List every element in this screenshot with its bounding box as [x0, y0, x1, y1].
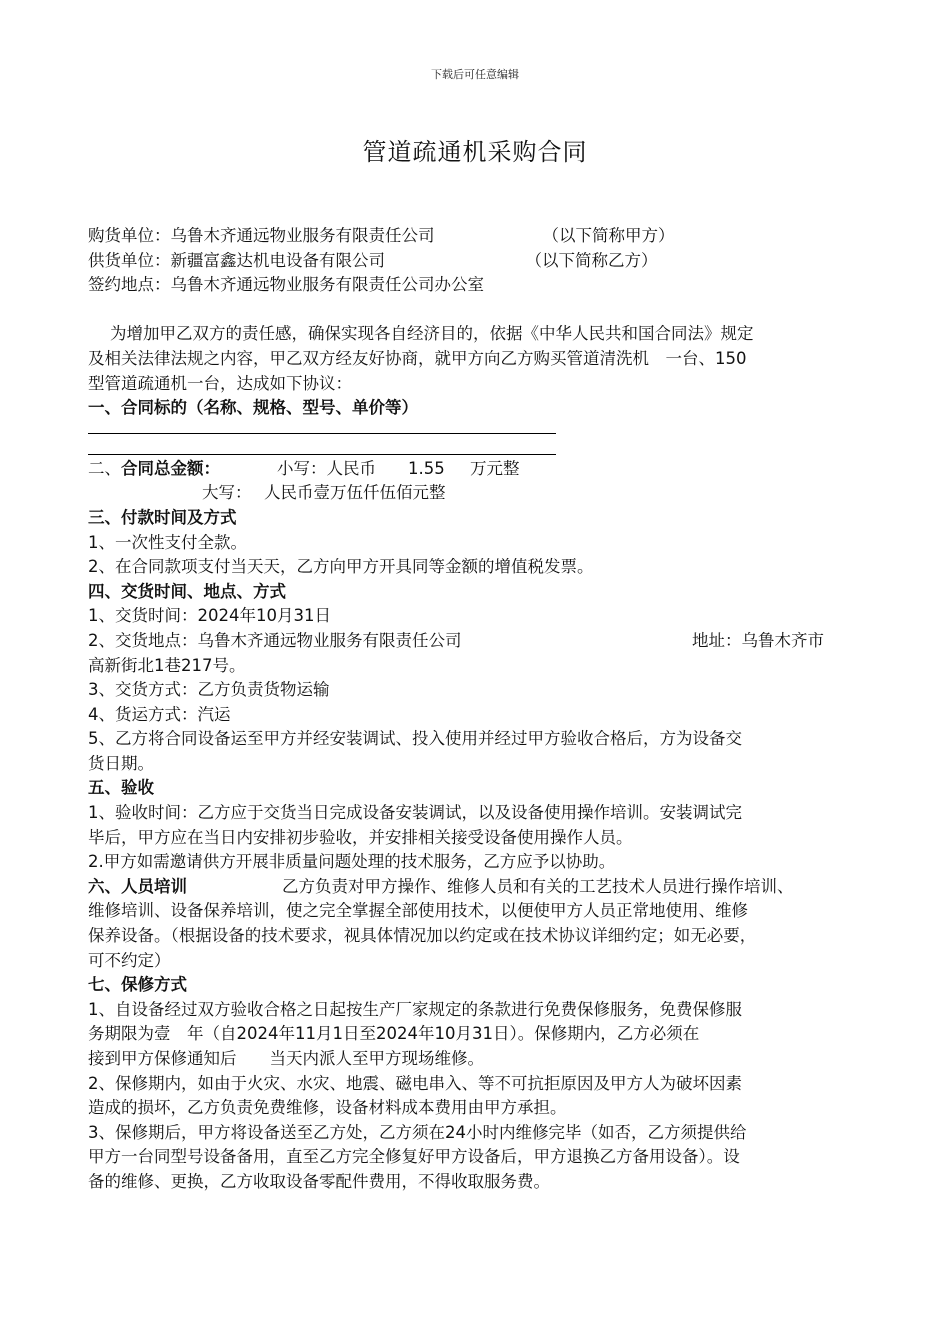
buyer-name: 乌鲁木齐通远物业服务有限责任公司	[170, 226, 435, 245]
amount-upper-label: 大写：	[202, 483, 252, 503]
location-line	[88, 273, 866, 298]
preamble-line-3: 型管道疏通机一台，达成如下协议：	[88, 373, 352, 393]
section-4-item-2	[88, 629, 866, 654]
section-6-heading: 六、人员培训	[88, 876, 187, 896]
amount-upper-value: 人民币壹万伍仟伍佰元整	[264, 483, 446, 503]
section-5-heading: 五、验收	[88, 778, 154, 798]
section-7-item-3a: 3、保修期后，甲方将设备送至乙方处，乙方须在24小时内维修完毕（如否，乙方须提供给	[88, 1122, 747, 1142]
section-4-item-5b: 货日期。	[88, 753, 154, 773]
section-4-item-2-cont: 高新街北1巷217号。	[88, 655, 246, 675]
section-4-item-1: 1、交货时间：2024年10月31日	[88, 606, 331, 626]
section-6-text-4: 可不约定）	[88, 950, 171, 970]
section-2-prefix: 二、	[88, 458, 121, 478]
location-label: 签约地点：	[88, 275, 171, 295]
section-2-upper-line	[88, 481, 866, 506]
section-7-item-1c: 接到甲方保修通知后 当天内派人至甲方现场维修。	[88, 1049, 484, 1068]
blank-line-2	[88, 434, 556, 455]
section-4-heading: 四、交货时间、地点、方式	[88, 581, 286, 601]
section-7-item-1a: 1、自设备经过双方验收合格之日起按生产厂家规定的条款进行免费保修服务，免费保修服	[88, 999, 742, 1019]
section-3-item-2: 2、在合同款项支付当天天，乙方向甲方开具同等金额的增值税发票。	[88, 557, 594, 577]
blank-line-1	[88, 421, 556, 434]
buyer-line	[88, 224, 866, 249]
amount-lower-unit: 万元整	[470, 458, 520, 478]
section-4-item-3: 3、交货方式：乙方负责货物运输	[88, 680, 330, 700]
supplier-label: 供货单位：	[88, 250, 171, 270]
section-6-text-3: 保养设备。（根据设备的技术要求，视具体情况加以约定或在技术协议详细约定；如无必要，	[88, 926, 757, 946]
section-2-amount-line	[88, 457, 866, 482]
preamble-line-1: 为增加甲乙双方的责任感，确保实现各自经济目的，依据《中华人民共和国合同法》规定	[110, 324, 754, 344]
delivery-address-label: 地址：乌鲁木齐市	[692, 630, 824, 650]
section-7-item-1b: 务期限为壹 年（自2024年11月1日至2024年10月31日）。保修期内，乙方必须在	[88, 1024, 700, 1044]
amount-lower-value: 1.55	[408, 458, 445, 478]
contract-body	[88, 224, 866, 1195]
section-7-item-2a: 2、保修期内，如由于火灾、水灾、地震、磁电串入、等不可抗拒原因及甲方人为破坏因素	[88, 1073, 742, 1093]
amount-lower-label: 小写：人民币	[277, 458, 376, 478]
supplier-line	[88, 249, 866, 274]
section-3-heading: 三、付款时间及方式	[88, 507, 237, 527]
buyer-label: 购货单位：	[88, 226, 171, 245]
section-7-item-3c: 备的维修、更换，乙方收取设备零配件费用，不得收取服务费。	[88, 1171, 550, 1191]
section-7-heading: 七、保修方式	[88, 975, 187, 995]
section-6-line-1	[88, 875, 866, 900]
document-title: 管道疏通机采购合同	[362, 138, 588, 166]
section-4-item-5a: 5、乙方将合同设备运至甲方并经安装调试、投入使用并经过甲方验收合格后，方为设备交	[88, 729, 742, 749]
section-1-heading: 一、合同标的（名称、规格、型号、单价等）	[88, 398, 418, 418]
page-header-note: 下载后可任意编辑	[431, 68, 519, 81]
section-3-item-1: 1、一次性支付全款。	[88, 532, 247, 552]
section-2-heading: 合同总金额：	[121, 458, 220, 478]
supplier-name: 新疆富鑫达机电设备有限公司	[170, 250, 385, 270]
section-7-item-3b: 甲方一台同型号设备备用，直至乙方完全修复好甲方设备后，甲方退换乙方备用设备）。设	[88, 1147, 740, 1167]
section-4-item-4: 4、货运方式：汽运	[88, 704, 231, 724]
section-7-item-2b: 造成的损坏，乙方负责免费维修，设备材料成本费用由甲方承担。	[88, 1098, 567, 1118]
section-6-text-1: 乙方负责对甲方操作、维修人员和有关的工艺技术人员进行操作培训、	[282, 876, 794, 896]
signing-location: 乌鲁木齐通远物业服务有限责任公司办公室	[170, 275, 484, 295]
section-6-text-2: 维修培训、设备保养培训，使之完全掌握全部使用技术，以便使甲方人员正常地使用、维修	[88, 901, 748, 921]
buyer-alias: （以下简称甲方）	[542, 226, 675, 245]
section-5-item-1a: 1、验收时间：乙方应于交货当日完成设备安装调试，以及设备使用操作培训。安装调试完	[88, 803, 742, 823]
delivery-place: 2、交货地点：乌鲁木齐通远物业服务有限责任公司	[88, 630, 462, 650]
preamble-line-2: 及相关法律法规之内容，甲乙双方经友好协商，就甲方向乙方购买管道清洗机 一台、150	[88, 348, 747, 368]
supplier-alias: （以下简称乙方）	[525, 250, 658, 270]
section-5-item-1b: 毕后，甲方应在当日内安排初步验收，并安排相关接受设备使用操作人员。	[88, 827, 633, 847]
section-5-item-2: 2.甲方如需邀请供方开展非质量问题处理的技术服务，乙方应予以协助。	[88, 852, 616, 872]
